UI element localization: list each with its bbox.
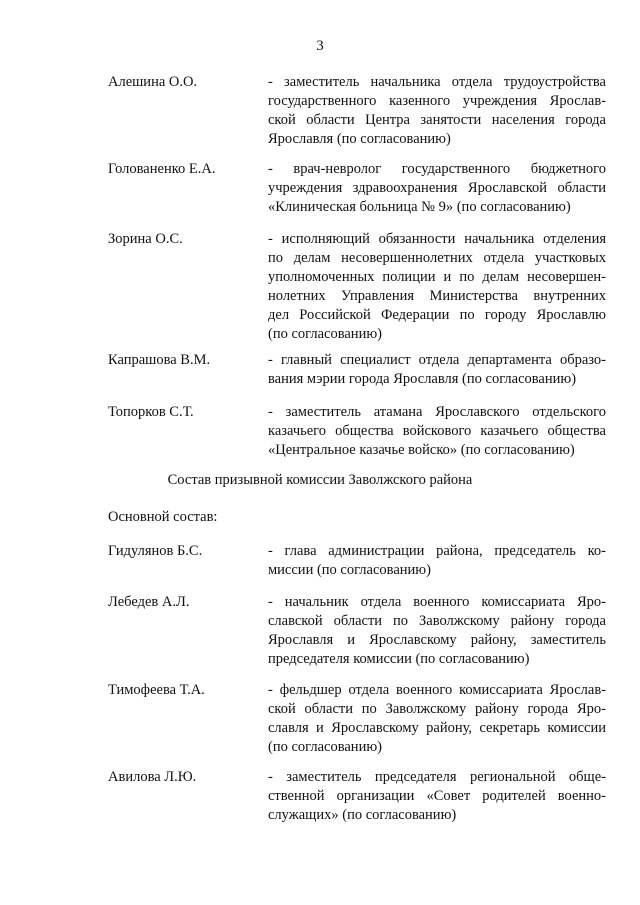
description-line: учреждения здравоохранения Ярославской области <box>268 180 606 196</box>
description-line: - заместитель атамана Ярославского отдельского <box>268 404 606 420</box>
description-line: славской области по Заволжскому району города <box>268 613 606 629</box>
description-line: - заместитель председателя региональной обще- <box>268 769 606 785</box>
description-line: - начальник отдела военного комиссариата Яро- <box>268 594 606 610</box>
member-description <box>268 73 606 149</box>
description-line: ской области по Заволжскому району города Яро- <box>268 701 606 717</box>
description-line: дел Российской Федерации по городу Ярославлю <box>268 307 606 323</box>
description-line: служащих» (по согласованию) <box>268 807 457 823</box>
description-line: - заместитель начальника отдела трудоустройства <box>268 74 606 90</box>
member-name: Лебедев А.Л. <box>108 594 190 610</box>
description-line: «Клиническая больница № 9» (по согласованию) <box>268 199 571 215</box>
member-name: Капрашова В.М. <box>108 352 211 368</box>
description-line: - главный специалист отдела департамента образо- <box>268 352 606 368</box>
section-heading: Состав призывной комиссии Заволжского района <box>167 472 473 488</box>
description-line: (по согласованию) <box>268 739 382 755</box>
member-name: Зорина О.С. <box>108 231 183 247</box>
description-line: Ярославля (по согласованию) <box>268 131 451 147</box>
description-line: - фельдшер отдела военного комиссариата Ярослав- <box>268 682 606 698</box>
member-name: Топорков С.Т. <box>108 404 194 420</box>
description-line: вания мэрии города Ярославля (по согласованию) <box>268 371 577 387</box>
description-line: уполномоченных полиции и по делам несовершен- <box>268 269 606 285</box>
member-name: Авилова Л.Ю. <box>108 769 197 785</box>
description-line: - глава администрации района, председатель ко- <box>268 543 606 559</box>
description-line: нолетних Управления Министерства внутренних <box>268 288 606 304</box>
description-line: ственной организации «Совет родителей военно- <box>268 788 606 804</box>
member-name: Гидулянов Б.С. <box>108 543 203 559</box>
description-line: председателя комиссии (по согласованию) <box>268 651 530 667</box>
member-description <box>268 542 606 580</box>
description-line: по делам несовершеннолетних отдела участковых <box>268 250 606 266</box>
description-line: миссии (по согласованию) <box>268 562 431 578</box>
description-line: (по согласованию) <box>268 326 382 342</box>
member-name: Тимофеева Т.А. <box>108 682 205 698</box>
member-name: Голованенко Е.А. <box>108 161 216 177</box>
member-description <box>268 230 606 344</box>
member-description <box>268 403 606 460</box>
member-description <box>268 681 606 757</box>
description-line: ской области Центра занятости населения города <box>268 112 606 128</box>
member-description <box>268 768 606 825</box>
description-line: славля и Ярославскому району, секретарь комиссии <box>268 720 606 736</box>
description-line: - врач-невролог государственного бюджетного <box>268 161 606 177</box>
member-description <box>268 593 606 669</box>
description-line: государственного казенного учреждения Ярослав- <box>268 93 606 109</box>
description-line: Ярославля и Ярославскому району, заместитель <box>268 632 606 648</box>
member-description <box>268 351 606 389</box>
member-name: Алешина О.О. <box>108 74 198 90</box>
page-number: 3 <box>316 38 324 54</box>
member-description <box>268 160 606 217</box>
description-line: казачьего общества войскового казачьего общества <box>268 423 606 439</box>
subheading: Основной состав: <box>108 509 218 525</box>
description-line: «Центральное казачье войско» (по согласованию) <box>268 442 575 458</box>
description-line: - исполняющий обязанности начальника отделения <box>268 231 606 247</box>
